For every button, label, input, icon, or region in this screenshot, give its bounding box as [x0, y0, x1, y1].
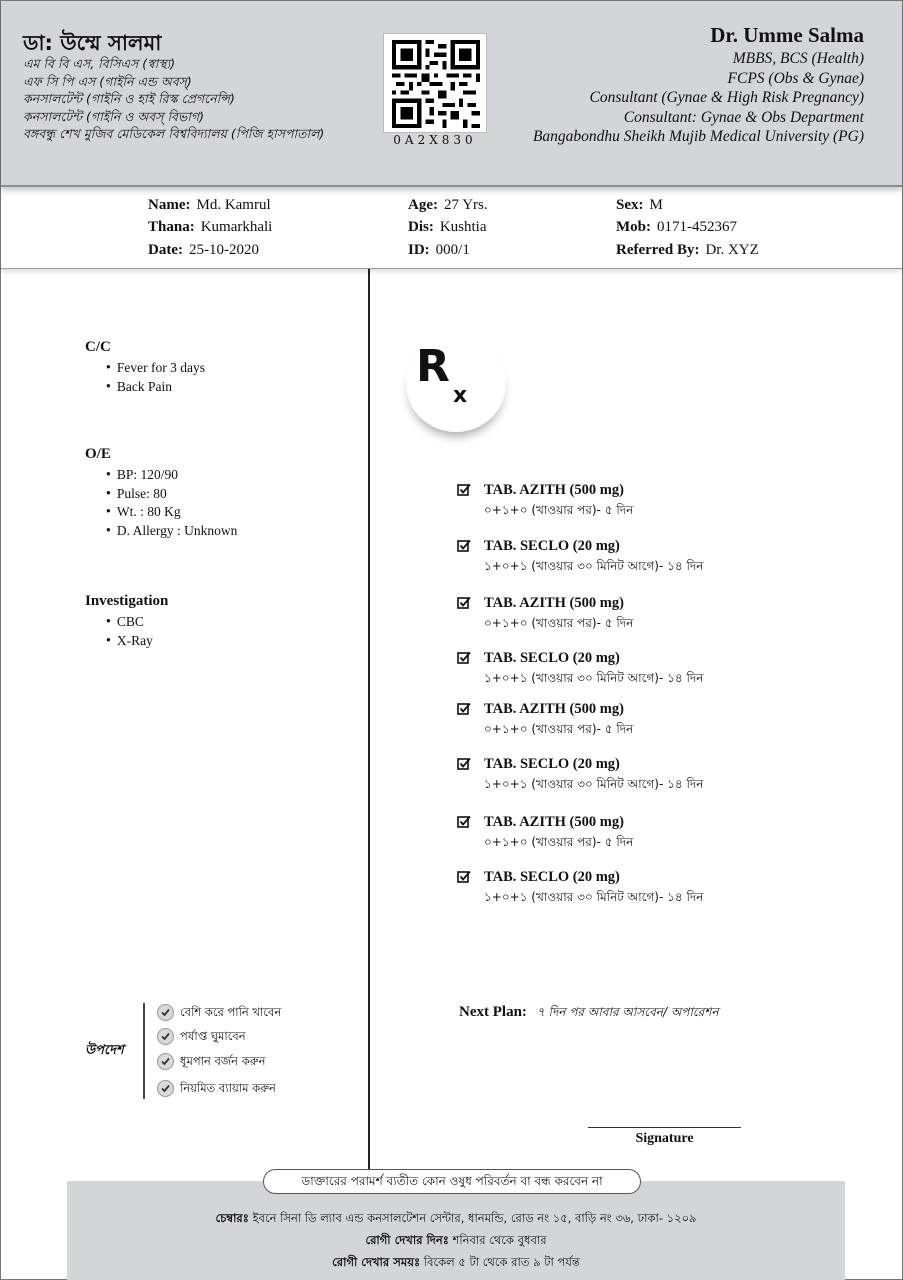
visiting-days: রোগী দেখার দিনঃ শনিবার থেকে বুধবার — [365, 1233, 547, 1247]
rx-symbol-sub: x — [453, 383, 468, 408]
list-item: ● BP: 120/90 — [106, 466, 237, 485]
check-circle-icon — [157, 1080, 174, 1097]
visit-date: Date: 25-10-2020 — [148, 242, 259, 258]
checkbox-checked-icon — [457, 815, 471, 829]
doctor-name-english: Dr. Umme Salma — [710, 23, 864, 47]
doctor-qualifications-bangla: এম বি বি এস, বিসিএস (স্বাস্থ্য) এফ সি পি এস (গাইনি এন্ড অবস্) কনসালটেন্ট (গাইনি ও হাই রিস্ক প্রেগনেন্সি) কনসালটেন্ট (গাইনি ও অবস্ বিভাগ) বঙ্গবন্ধু শেখ মুজিব মেডিকেল বিশ্ববিদ্যালয় (পিজি হাসপাতাল) — [23, 56, 325, 141]
signature-line — [588, 1127, 741, 1128]
column-divider — [368, 269, 370, 1171]
advice-item: নিয়মিত ব্যায়াম করুন — [157, 1080, 276, 1098]
advice-item: ধূমপান বর্জন করুন — [157, 1053, 265, 1071]
patient-id: ID: 000/1 — [408, 242, 470, 258]
list-item: ● X-Ray — [106, 632, 153, 651]
medicine-dose: ০+১+০ (খাওয়ার পর)- ৫ দিন — [484, 616, 634, 630]
doctor-header — [1, 1, 902, 187]
medication-warning: ডাক্তারের পরামর্শ ব্যতীত কোন ওষুধ পরিবর্তন বা বন্ধ করবেন না — [263, 1169, 641, 1194]
checkbox-checked-icon — [457, 757, 471, 771]
medicine-dose: ১+০+১ (খাওয়ার ৩০ মিনিট আগে)- ১৪ দিন — [484, 671, 704, 685]
chamber-address: চেম্বারঃ ইবনে সিনা ডি ল্যাব এন্ড কনসালটেশন সেন্টার, ধানমন্ডি, রোড নং ১৫, বাড়ি নং ৩৬, ঢাকা- ১২০৯ — [215, 1211, 697, 1225]
patient-district: Dis: Kushtia — [408, 219, 487, 235]
patient-age: Age: 27 Yrs. — [408, 197, 488, 213]
checkbox-checked-icon — [457, 702, 471, 716]
doctor-qualifications-english: MBBS, BCS (Health) FCPS (Obs & Gynae) Consultant (Gynae & High Risk Pregnancy) Consultant: Gynae & Obs Department Bangabondhu Sheikh Mujib Medical University (PG) — [532, 50, 864, 145]
patient-mobile: Mob: 0171-452367 — [616, 219, 737, 235]
checkbox-checked-icon — [457, 870, 471, 884]
patient-info — [1, 189, 902, 269]
list-item: ● CBC — [106, 613, 153, 632]
advice-label: উপদেশ — [85, 1043, 124, 1058]
medicine-name: TAB. SECLO (20 mg) — [484, 869, 620, 885]
investigation-title: Investigation — [85, 593, 169, 609]
investigation-list — [106, 613, 153, 650]
list-item: ● Pulse: 80 — [106, 485, 237, 504]
medicine-name: TAB. AZITH (500 mg) — [484, 482, 624, 498]
visiting-hours: রোগী দেখার সময়ঃ বিকেল ৫ টা থেকে রাত ৯ টা পর্যন্ত — [332, 1255, 580, 1269]
medicine-name: TAB. AZITH (500 mg) — [484, 595, 624, 611]
check-circle-icon — [157, 1028, 174, 1045]
advice-bracket — [143, 1003, 145, 1099]
checkbox-checked-icon — [457, 651, 471, 665]
signature-label: Signature — [635, 1131, 694, 1146]
examination-list — [106, 466, 237, 541]
check-circle-icon — [157, 1004, 174, 1021]
medicine-name: TAB. AZITH (500 mg) — [484, 814, 624, 830]
medicine-dose: ১+০+১ (খাওয়ার ৩০ মিনিট আগে)- ১৪ দিন — [484, 559, 704, 573]
medicine-name: TAB. AZITH (500 mg) — [484, 701, 624, 717]
examination-title: O/E — [85, 446, 111, 462]
medicine-name: TAB. SECLO (20 mg) — [484, 756, 620, 772]
medicine-name: TAB. SECLO (20 mg) — [484, 538, 620, 554]
patient-thana: Thana: Kumarkhali — [148, 219, 273, 235]
next-plan: Next Plan: ৭ দিন পর আবার আসবেন/ অপারেশন — [459, 1004, 719, 1020]
list-item: ● D. Allergy : Unknown — [106, 522, 237, 541]
advice-item: পর্যাপ্ত ঘুমাবেন — [157, 1028, 246, 1046]
rx-symbol: R — [416, 341, 450, 392]
advice-item: বেশি করে পানি খাবেন — [157, 1004, 281, 1022]
patient-sex: Sex: M — [616, 197, 663, 213]
doctor-name-bangla: ডা: উম্মে সালমা — [23, 31, 162, 55]
medicine-dose: ০+১+০ (খাওয়ার পর)- ৫ দিন — [484, 722, 634, 736]
checkbox-checked-icon — [457, 596, 471, 610]
list-item: ● Fever for 3 days — [106, 359, 205, 378]
medicine-dose: ০+১+০ (খাওয়ার পর)- ৫ দিন — [484, 503, 634, 517]
checkbox-checked-icon — [457, 539, 471, 553]
checkbox-checked-icon — [457, 483, 471, 497]
check-circle-icon — [157, 1053, 174, 1070]
patient-name: Name: Md. Kamrul — [148, 197, 271, 213]
qr-code-text: 0A2X830 — [393, 133, 477, 147]
referred-by: Referred By: Dr. XYZ — [616, 242, 759, 258]
medicine-dose: ১+০+১ (খাওয়ার ৩০ মিনিট আগে)- ১৪ দিন — [484, 777, 704, 791]
medicine-dose: ০+১+০ (খাওয়ার পর)- ৫ দিন — [484, 835, 634, 849]
medicine-name: TAB. SECLO (20 mg) — [484, 650, 620, 666]
medicine-dose: ১+০+১ (খাওয়ার ৩০ মিনিট আগে)- ১৪ দিন — [484, 890, 704, 904]
chief-complaint-list — [106, 359, 205, 396]
list-item: ● Back Pain — [106, 378, 205, 397]
chief-complaint-title: C/C — [85, 339, 111, 355]
list-item: ● Wt. : 80 Kg — [106, 503, 237, 522]
qr-code — [383, 33, 487, 133]
